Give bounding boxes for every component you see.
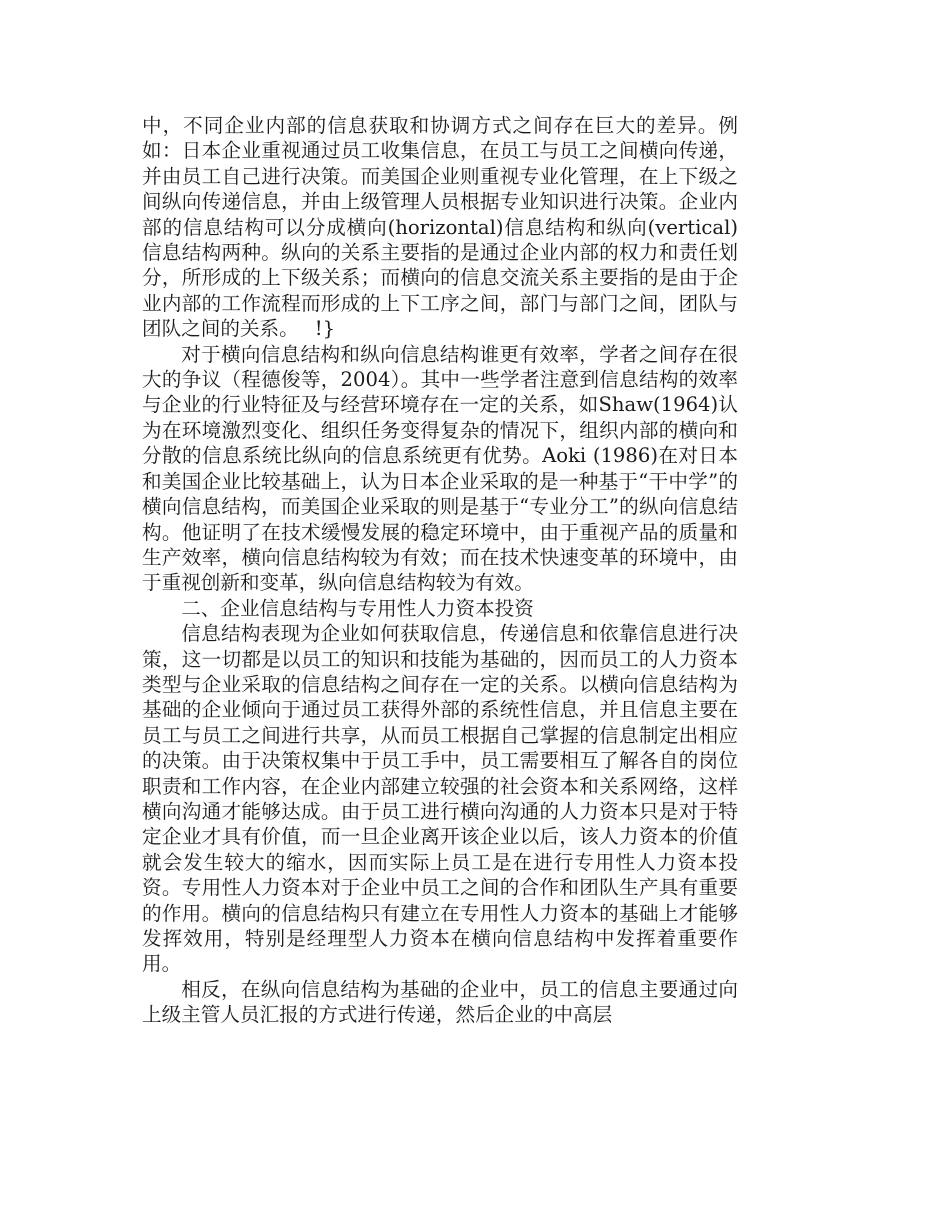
paragraph-vertical-structure: 相反，在纵向信息结构为基础的企业中，员工的信息主要通过向上级主管人员汇报的方式进行传递，然后企业的中高层 bbox=[142, 977, 738, 1027]
paragraph-intro: 中，不同企业内部的信息获取和协调方式之间存在巨大的差异。例如：日本企业重视通过员工收集信息，在员工与员工之间横向传递，并由员工自己进行决策。而美国企业则重视专业化管理，在上下级之间纵向传递信息，并由上级管理人员根据专业知识进行决策。企业内部的信息结构可以分成横向(horizontal)信息结构和纵向(vertical)信息结构两种。纵向的关系主要指的是通过企业内部的权力和责任划分，所形成的上下级关系；而横向的信息交流关系主要指的是由于企业内部的工作流程而形成的上下工序之间，部门与部门之间，团队与团队之间的关系。 !} bbox=[142, 114, 738, 341]
document-body bbox=[142, 113, 738, 1028]
paragraph-efficiency-debate: 对于横向信息结构和纵向信息结构谁更有效率，学者之间存在很大的争议（程德俊等，2004）。其中一些学者注意到信息结构的效率与企业的行业特征及与经营环境存在一定的关系，如Shaw(1964)认为在环境激烈变化、组织任务变得复杂的情况下，组织内部的横向和分散的信息系统比纵向的信息系统更有优势。Aoki (1986)在对日本和美国企业比较基础上，认为日本企业采取的是一种基于“干中学”的横向信息结构，而美国企业采取的则是基于“专业分工”的纵向信息结构。他证明了在技术缓慢发展的稳定环境中，由于重视产品的质量和生产效率，横向信息结构较为有效；而在技术快速变革的环境中，由于重视创新和变革，纵向信息结构较为有效。 bbox=[142, 342, 738, 595]
section-heading: 二、企业信息结构与专用性人力资本投资 bbox=[181, 596, 534, 620]
paragraph-horizontal-structure: 信息结构表现为企业如何获取信息，传递信息和依靠信息进行决策，这一切都是以员工的知识和技能为基础的，因而员工的人力资本类型与企业采取的信息结构之间存在一定的关系。以横向信息结构为基础的企业倾向于通过员工获得外部的系统性信息，并且信息主要在员工与员工之间进行共享，从而员工根据自己掌握的信息制定出相应的决策。由于决策权集中于员工手中，员工需要相互了解各自的岗位职责和工作内容，在企业内部建立较强的社会资本和关系网络，这样横向沟通才能够达成。由于员工进行横向沟通的人力资本只是对于特定企业才具有价值，而一旦企业离开该企业以后，该人力资本的价值就会发生较大的缩水，因而实际上员工是在进行专用性人力资本投资。专用性人力资本对于企业中员工之间的合作和团队生产具有重要的作用。横向的信息结构只有建立在专用性人力资本的基础上才能够发挥效用，特别是经理型人力资本在横向信息结构中发挥着重要作用。 bbox=[142, 622, 738, 976]
